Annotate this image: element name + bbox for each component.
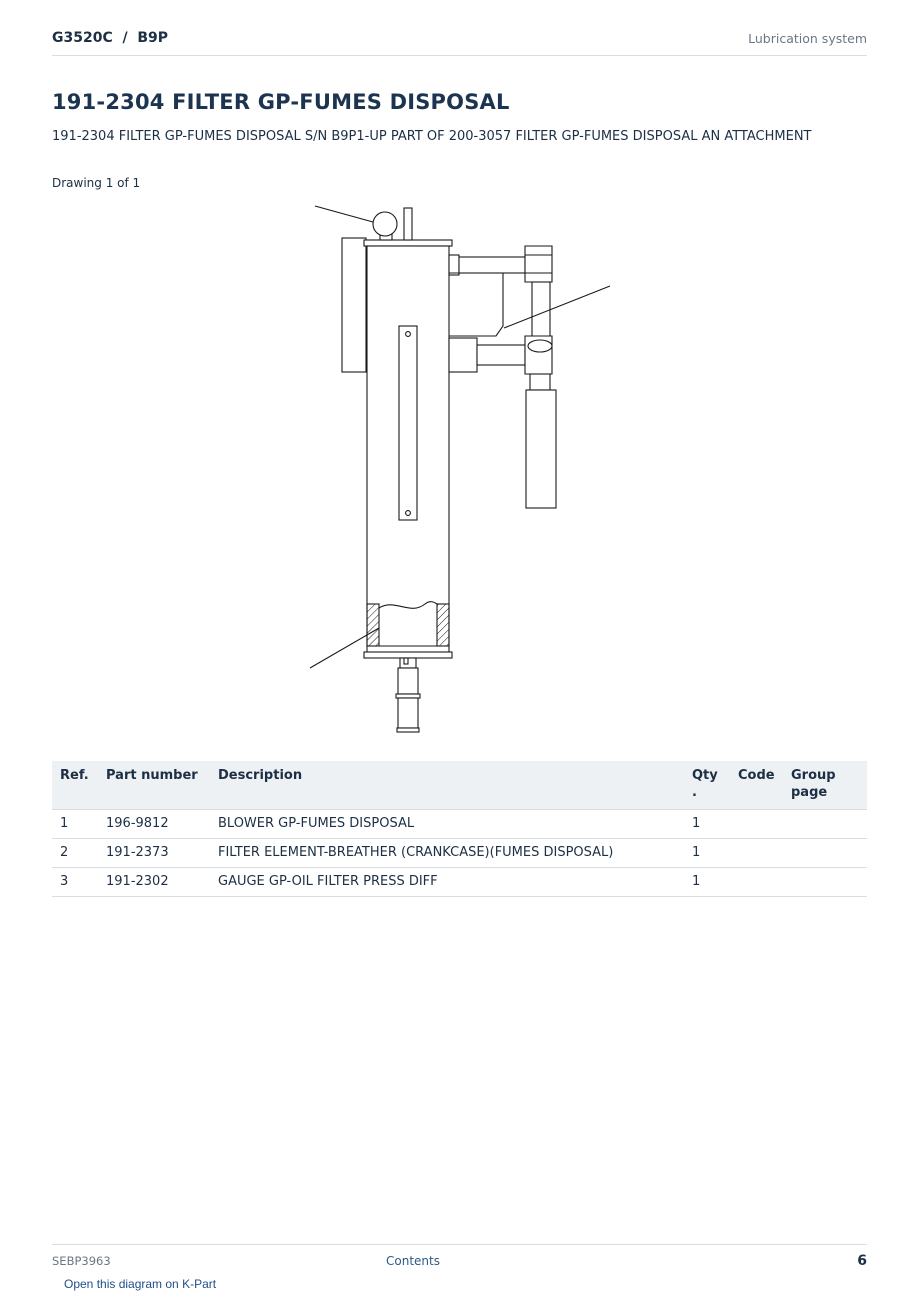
parts-table — [52, 761, 867, 897]
row-part-number: 191-2373 — [98, 839, 210, 868]
col-description: Description — [210, 761, 684, 810]
page-number: 6 — [857, 1253, 867, 1269]
page-header — [52, 28, 867, 56]
section-label: Lubrication system — [748, 31, 867, 46]
col-ref: Ref. — [52, 761, 98, 810]
filter-assembly-icon — [300, 198, 620, 738]
table-header-row — [52, 761, 867, 810]
contents-link[interactable]: Contents — [386, 1254, 440, 1268]
row-group-page — [783, 868, 867, 897]
row-description: GAUGE GP-OIL FILTER PRESS DIFF — [210, 868, 684, 897]
drawing-label: Drawing 1 of 1 — [52, 176, 141, 190]
row-ref: 3 — [52, 868, 98, 897]
open-in-kpart-link[interactable]: Open this diagram on K-Part — [64, 1277, 217, 1291]
table-row — [52, 868, 867, 897]
document-id: SEBP3963 — [52, 1254, 111, 1268]
row-group-page — [783, 810, 867, 839]
page-footer — [52, 1244, 867, 1275]
col-code: Code — [730, 761, 783, 810]
col-part-number: Part number — [98, 761, 210, 810]
page-title: 191-2304 FILTER GP-FUMES DISPOSAL — [52, 90, 510, 114]
row-ref: 2 — [52, 839, 98, 868]
row-part-number: 191-2302 — [98, 868, 210, 897]
row-qty: 1 — [684, 868, 730, 897]
row-code — [730, 868, 783, 897]
table-row — [52, 839, 867, 868]
col-qty: Qty . — [684, 761, 730, 810]
row-code — [730, 839, 783, 868]
table-row — [52, 810, 867, 839]
row-description: BLOWER GP-FUMES DISPOSAL — [210, 810, 684, 839]
row-description: FILTER ELEMENT-BREATHER (CRANKCASE)(FUMES DISPOSAL) — [210, 839, 684, 868]
row-qty: 1 — [684, 839, 730, 868]
row-code — [730, 810, 783, 839]
parts-diagram — [300, 198, 620, 738]
row-part-number: 196-9812 — [98, 810, 210, 839]
row-qty: 1 — [684, 810, 730, 839]
col-group-page: Group page — [783, 761, 867, 810]
page-subtitle: 191-2304 FILTER GP-FUMES DISPOSAL S/N B9P1-UP PART OF 200-3057 FILTER GP-FUMES DISPOSAL AN ATTACHMENT — [52, 129, 812, 144]
model-label: G3520C / B9P — [52, 30, 169, 46]
row-group-page — [783, 839, 867, 868]
row-ref: 1 — [52, 810, 98, 839]
